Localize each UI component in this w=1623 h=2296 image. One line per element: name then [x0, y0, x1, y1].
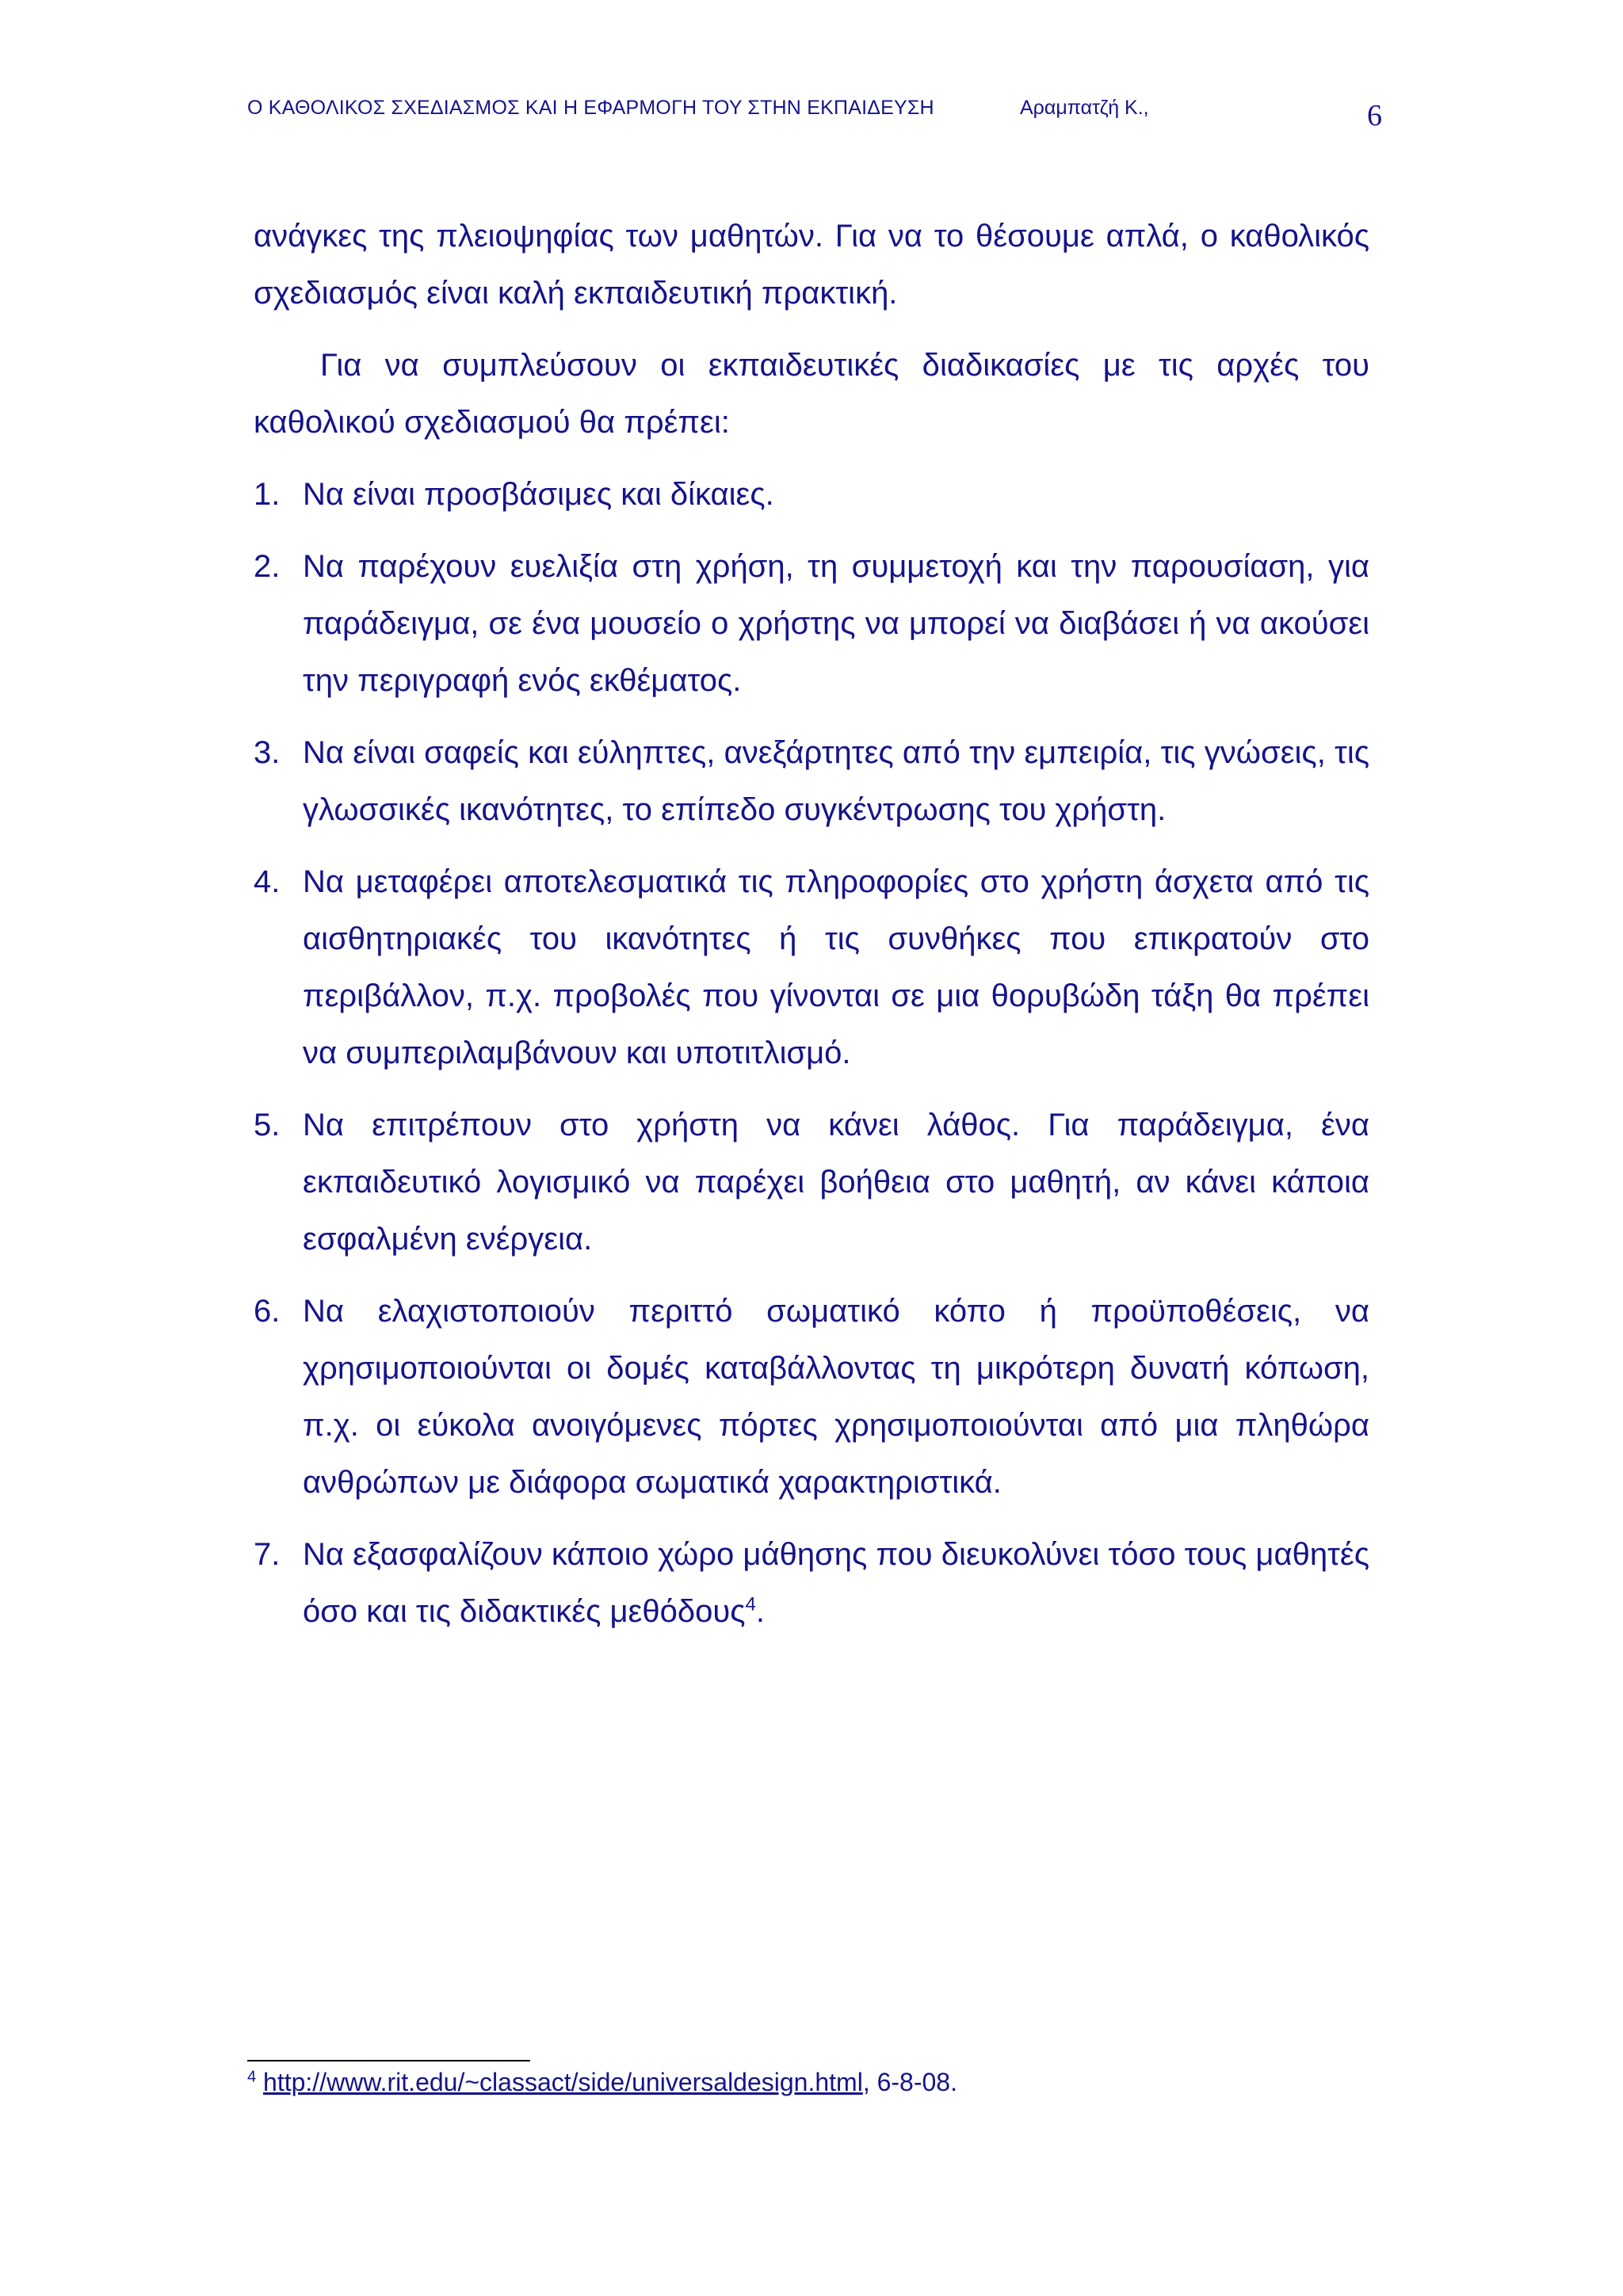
list-item [254, 853, 1369, 1081]
page-header [247, 93, 1382, 141]
list-item-number: 2. [254, 549, 281, 584]
list-item [254, 466, 1369, 523]
list-item-end: . [755, 1594, 765, 1629]
main-content [254, 208, 1369, 1655]
footnote [247, 2068, 957, 2097]
footnote-reference[interactable]: 4 [745, 1593, 756, 1615]
list-item-number: 6. [254, 1294, 281, 1329]
list-item [254, 724, 1369, 838]
list-item [254, 1283, 1369, 1511]
list-item [254, 1526, 1369, 1640]
list-item-number: 5. [254, 1108, 281, 1142]
list-item-text: Να ελαχιστοποιούν περιττό σωματικό κόπο ή προϋποθέσεις, να χρησιμοποιούνται οι δομές καταβάλλοντας τη μικρότερη δυνατή κόπωση, π.χ. οι εύκολα ανοιγόμενες πόρτες χρησιμοποιούνται από μια πληθώρα ανθρώπων με διάφορα σωματικά χαρακτηριστικά. [303, 1294, 1369, 1500]
list-item-number: 3. [254, 735, 281, 770]
list-item-number: 7. [254, 1537, 281, 1572]
list-item-text: Να μεταφέρει αποτελεσματικά τις πληροφορίες στο χρήστη άσχετα από τις αισθητηριακές του ικανότητες ή τις συνθήκες που επικρατούν στο περιβάλλον, π.χ. προβολές που γίνονται σε μια θορυβώδη τάξη θα πρέπει να συμπεριλαμβάνουν και υποτιτλισμό. [303, 864, 1369, 1070]
continued-paragraph: ανάγκες της πλειοψηφίας των μαθητών. Για να το θέσουμε απλά, ο καθολικός σχεδιασμός είναι καλή εκπαιδευτική πρακτική. [254, 219, 1369, 311]
page-number: 6 [1367, 99, 1382, 132]
list-item-text: Να είναι προσβάσιμες και δίκαιες. [303, 477, 774, 512]
footnote-separator [247, 2060, 530, 2061]
requirements-list [254, 466, 1369, 1640]
list-item [254, 1097, 1369, 1268]
list-item [254, 538, 1369, 709]
intro-paragraph: Για να συμπλεύσουν οι εκπαιδευτικές διαδικασίες με τις αρχές του καθολικού σχεδιασμού θα πρέπει: [254, 348, 1369, 440]
footnote-link[interactable]: http://www.rit.edu/~classact/side/universaldesign.html [263, 2068, 863, 2096]
running-title: Ο ΚΑΘΟΛΙΚΟΣ ΣΧΕΔΙΑΣΜΟΣ ΚΑΙ Η ΕΦΑΡΜΟΓΗ ΤΟΥ ΣΤΗΝ ΕΚΠΑΙΔΕΥΣΗ [247, 97, 934, 119]
footnote-date: , 6-8-08. [862, 2068, 957, 2096]
running-author: Αραμπατζή Κ., [1020, 97, 1149, 119]
list-item-number: 4. [254, 864, 281, 899]
list-item-text: Να επιτρέπουν στο χρήστη να κάνει λάθος. Για παράδειγμα, ένα εκπαιδευτικό λογισμικό να παρέχει βοήθεια στο μαθητή, αν κάνει κάποια εσφαλμένη ενέργεια. [303, 1108, 1369, 1257]
list-item-text: Να παρέχουν ευελιξία στη χρήση, τη συμμετοχή και την παρουσίαση, για παράδειγμα, σε ένα μουσείο ο χρήστης να μπορεί να διαβάσει ή να ακούσει την περιγραφή ενός εκθέματος. [303, 549, 1369, 698]
list-item-text: Να εξασφαλίζουν κάποιο χώρο μάθησης που διευκολύνει τόσο τους μαθητές όσο και τις διδακτικές μεθόδους [303, 1537, 1369, 1629]
list-item-number: 1. [254, 477, 281, 512]
list-item-text: Να είναι σαφείς και εύληπτες, ανεξάρτητες από την εμπειρία, τις γνώσεις, τις γλωσσικές ικανότητες, το επίπεδο συγκέντρωσης του χρήστη. [303, 735, 1369, 827]
footnote-marker: 4 [247, 2068, 257, 2086]
